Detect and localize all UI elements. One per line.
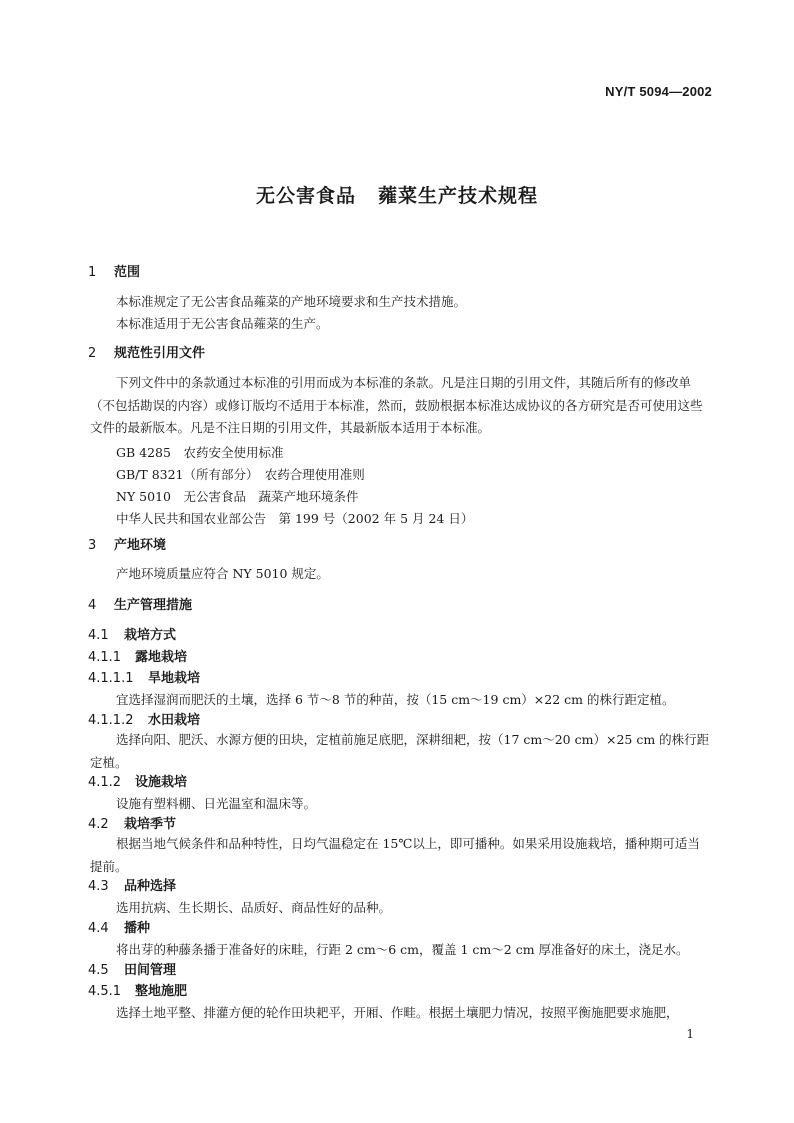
section-4-1-2-heading: 4.1.2 设施栽培 — [88, 775, 188, 790]
section-2-para: 下列文件中的条款通过本标准的引用而成为本标准的条款。凡是注日期的引用文件，其随后所有的修改单（不包括勘误的内容）或修订版均不适用于本标准，然而，鼓励根据本标准达成协议的各方研究是否可使用这些文件的最新版本。凡是不注日期的引用文件，其最新版本适用于本标准。 — [90, 375, 703, 435]
section-4-5-1-para: 选择土地平整、排灌方便的轮作田块耙平，开厢、作畦。根据土壤肥力情况，按照平衡施肥要求施肥， — [116, 1005, 679, 1020]
section-4-1-1-2-heading: 4.1.1.2 水田栽培 — [88, 713, 201, 728]
reference-item: NY 5010 无公害食品 蔬菜产地环境条件 — [116, 489, 359, 504]
reference-item: GB 4285 农药安全使用标准 — [116, 445, 284, 460]
page-number: 1 — [686, 1027, 694, 1041]
section-4-1-1-1-para: 宜选择湿润而肥沃的土壤，选择 6 节～8 节的种苗，按（15 cm～19 cm）×22 cm 的株行距定植。 — [116, 692, 675, 707]
reference-item: 中华人民共和国农业部公告 第 199 号（2002 年 5 月 24 日） — [116, 511, 474, 526]
section-4-1-1-1-heading: 4.1.1.1 旱地栽培 — [88, 671, 201, 686]
section-4-5-1-heading: 4.5.1 整地施肥 — [88, 984, 188, 999]
section-2-heading: 2 规范性引用文件 — [88, 346, 206, 361]
section-1-para-1: 本标准规定了无公害食品蕹菜的产地环境要求和生产技术措施。 — [116, 294, 467, 309]
section-1-para-2: 本标准适用于无公害食品蕹菜的生产。 — [116, 316, 329, 331]
document-title — [0, 181, 794, 208]
title-part-1: 无公害食品 — [255, 185, 356, 207]
section-1-heading: 1 范围 — [88, 265, 141, 280]
section-4-4-para: 将出芽的种藤条播于准备好的床畦，行距 2 cm～6 cm，覆盖 1 cm～2 cm 厚准备好的床土，浇足水。 — [116, 942, 689, 957]
section-4-5-heading: 4.5 田间管理 — [88, 963, 177, 978]
section-4-1-1-2-para: 选择向阳、肥沃、水源方便的田块，定植前施足底肥，深耕细耙，按（17 cm～20 cm）×25 cm 的株行距定植。 — [90, 732, 710, 770]
title-part-2: 蕹菜生产技术规程 — [378, 185, 539, 207]
section-4-2-heading: 4.2 栽培季节 — [88, 817, 177, 832]
section-4-1-1-heading: 4.1.1 露地栽培 — [88, 650, 188, 665]
section-4-3-para: 选用抗病、生长期长、品质好、商品性好的品种。 — [116, 900, 392, 915]
section-3-heading: 3 产地环境 — [88, 538, 167, 553]
section-4-2-para: 根据当地气候条件和品种特性，日均气温稳定在 15℃以上，即可播种。如果采用设施栽培，播种期可适当提前。 — [90, 836, 700, 874]
reference-item: GB/T 8321（所有部分） 农药合理使用准则 — [116, 467, 365, 482]
section-4-3-heading: 4.3 品种选择 — [88, 879, 177, 894]
section-4-4-heading: 4.4 播种 — [88, 921, 151, 936]
section-4-1-heading: 4.1 栽培方式 — [88, 628, 177, 643]
section-4-1-2-para: 设施有塑料棚、日光温室和温床等。 — [116, 796, 317, 811]
section-3-para: 产地环境质量应符合 NY 5010 规定。 — [116, 566, 329, 581]
standard-code: NY/T 5094—2002 — [605, 84, 712, 99]
section-4-heading: 4 生产管理措施 — [88, 598, 193, 613]
